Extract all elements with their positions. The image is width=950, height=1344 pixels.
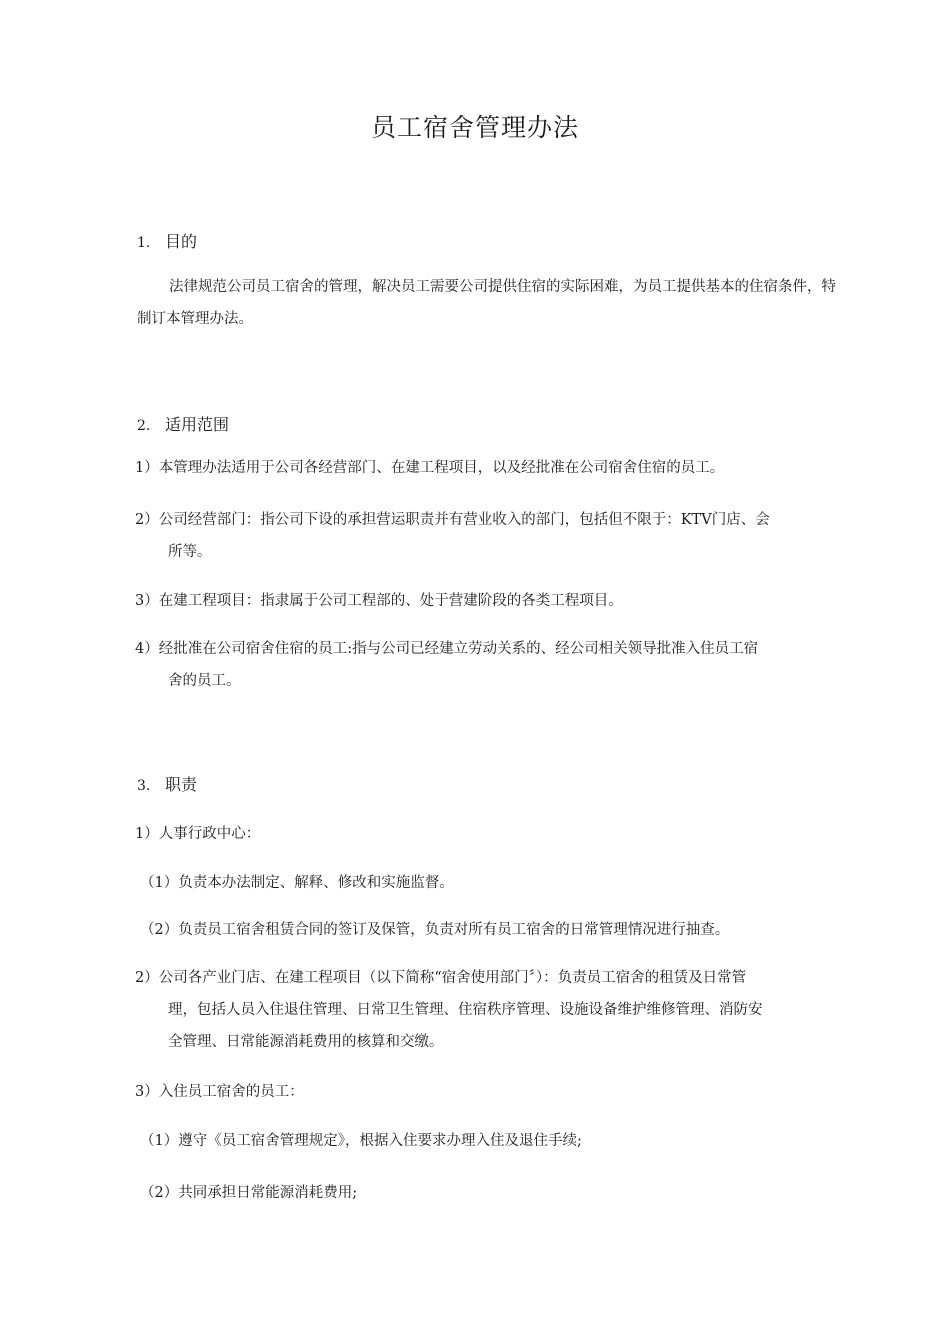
section-title: 职责 xyxy=(165,775,198,794)
list-item xyxy=(135,585,840,617)
list-item xyxy=(135,452,840,484)
duty-subitem: （1）遵守《员工宿舍管理规定》，根据入住要求办理入住及退住手续; xyxy=(140,1133,582,1149)
section-title: 目的 xyxy=(165,232,198,251)
list-item-continuation: 舍的员工。 xyxy=(168,673,241,689)
duty-line: 3）入住员工宿舍的员工： xyxy=(135,1084,304,1100)
duty-line-continuation: 全管理、日常能源消耗费用的核算和交缴。 xyxy=(168,1034,444,1050)
duty-subitem: （1）负责本办法制定、解释、修改和实施监督。 xyxy=(140,875,454,891)
list-item xyxy=(135,504,840,568)
section-heading-3 xyxy=(137,772,197,795)
section-number: 1. xyxy=(137,235,151,251)
list-item xyxy=(135,633,840,697)
section-paragraph: 法律规范公司员工宿舍的管理，解决员工需要公司提供住宿的实际困难，为员工提供基本的住宿条件，特制订本管理办法。 xyxy=(137,279,836,327)
list-item-continuation: 所等。 xyxy=(168,544,212,560)
list-item-text: 3）在建工程项目：指隶属于公司工程部的、处于营建阶段的各类工程项目。 xyxy=(135,593,623,609)
duty-line: 2）公司各产业门店、在建工程项目（以下简称“宿舍使用部门〞）：负责员工宿舍的租赁及日常管 xyxy=(135,970,747,986)
section-number: 3. xyxy=(137,778,151,794)
list-item-text: 1）本管理办法适用于公司各经营部门、在建工程项目，以及经批准在公司宿舍住宿的员工。 xyxy=(135,460,725,476)
duty-subitem: （2）共同承担日常能源消耗费用; xyxy=(140,1185,358,1201)
list-item-text: 4）经批准在公司宿舍住宿的员工:指与公司已经建立劳动关系的、经公司相关领导批准入住员工宿 xyxy=(135,641,759,657)
section-heading-2 xyxy=(137,412,229,435)
duty-line-continuation: 理，包括人员入住退住管理、日常卫生管理、住宿秩序管理、设施设备维护维修管理、消防安 xyxy=(168,1002,763,1018)
duty-subitem: （2）负责员工宿舍租赁合同的签订及保管，负责对所有员工宿舍的日常管理情况进行抽查。 xyxy=(140,922,730,938)
duty-line: 1）人事行政中心： xyxy=(135,826,261,842)
list-item-text: 2）公司经营部门：指公司下设的承担营运职责并有营业收入的部门，包括但不限于：KTV门店、会 xyxy=(135,512,770,528)
section-number: 2. xyxy=(137,418,151,434)
section-title: 适用范围 xyxy=(165,415,230,434)
section-heading-1 xyxy=(137,229,197,252)
document-title: 员工宿舍管理办法 xyxy=(370,113,579,142)
